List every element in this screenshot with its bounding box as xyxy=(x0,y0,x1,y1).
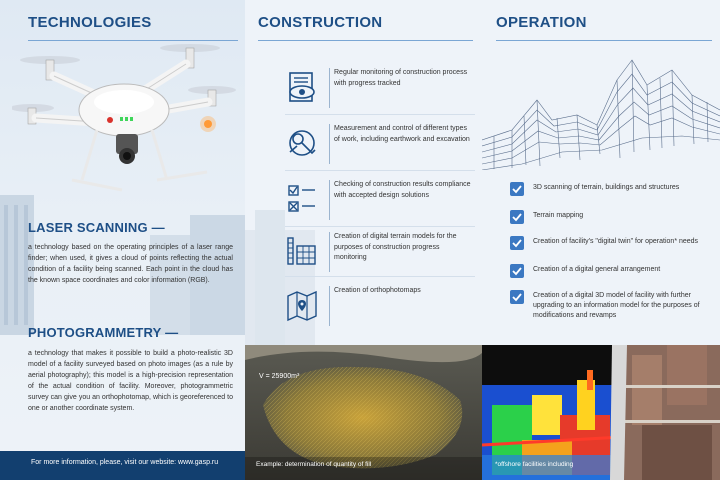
construction-item xyxy=(245,282,482,338)
item-separator xyxy=(285,170,475,171)
item-separator xyxy=(285,226,475,227)
laser-scanning-text: a technology based on the operating principles of a laser range finder; when used, it gives a cloud of points reflecting the actual condition of a facility being scanned. Each point in the cloud has the known space coordinates and color information (RGB). xyxy=(28,244,233,284)
item-separator xyxy=(285,276,475,277)
operation-item-text: 3D scanning of terrain, buildings and structures xyxy=(533,184,680,191)
construction-item-text: Regular monitoring of construction process with progress tracked xyxy=(334,69,468,87)
fill-volume-photo xyxy=(245,345,482,480)
checklist-icon xyxy=(285,182,319,216)
construction-item-text: Creation of orthophotomaps xyxy=(334,287,421,294)
terrain-wireframe-image xyxy=(482,40,720,170)
volume-label: V = 25900m³ xyxy=(259,373,300,380)
technologies-heading: TECHNOLOGIES xyxy=(28,14,152,31)
item-divider xyxy=(329,180,330,220)
operation-heading: OPERATION xyxy=(496,14,587,31)
construction-item-text: Measurement and control of different types of work, including earthwork and excavation xyxy=(334,125,470,143)
technologies-column xyxy=(0,0,245,480)
checkbox-icon xyxy=(510,290,524,304)
operation-item-text: Creation of facility's "digital twin" for operation* needs xyxy=(533,238,699,245)
photo-caption: *offshore facilities including xyxy=(495,461,574,468)
item-separator xyxy=(285,114,475,115)
item-divider xyxy=(329,68,330,108)
offshore-photo xyxy=(482,345,720,480)
footer-bar xyxy=(0,451,245,480)
drone-image xyxy=(12,30,237,200)
construction-heading: CONSTRUCTION xyxy=(258,14,383,31)
item-divider xyxy=(329,286,330,326)
offshore-point-cloud-image xyxy=(482,345,720,480)
construction-item xyxy=(245,64,482,120)
terrain-model-icon xyxy=(285,234,319,268)
laser-scanning-title: LASER SCANNING — xyxy=(28,220,165,235)
item-divider xyxy=(329,124,330,164)
measurement-icon xyxy=(285,126,319,160)
website-note: For more information, please, visit our website: www.gasp.ru xyxy=(31,459,219,466)
item-divider xyxy=(329,232,330,272)
photogrammetry-text: a technology that makes it possible to build a photo-realistic 3D model of a facility surveyed based on photo images (as a rule by aerial photography); this model is a high-precision representation of the actual condition of facility. Moreover, photogrammetric survey can give you an orthophotomap, which is georeferenced to one or another coordinate system. xyxy=(28,350,233,412)
construction-item xyxy=(245,176,482,232)
checkbox-icon xyxy=(510,210,524,224)
photogrammetry-title: PHOTOGRAMMETRY — xyxy=(28,325,179,340)
checkbox-icon xyxy=(510,264,524,278)
operation-item-text: Creation of a digital 3D model of facility with further upgrading to an information model for the purposes of modifications and revamps xyxy=(533,292,700,319)
map-pin-icon xyxy=(285,288,319,322)
construction-item xyxy=(245,120,482,176)
earthwork-point-cloud-image xyxy=(245,345,482,480)
operation-item-text: Creation of a digital general arrangement xyxy=(533,266,661,273)
construction-item-text: Creation of digital terrain models for the purposes of construction progress monitoring xyxy=(334,233,457,261)
checkbox-icon xyxy=(510,182,524,196)
photo-caption: Example: determination of quantity of fill xyxy=(256,461,372,468)
construction-item-text: Checking of construction results compliance with accepted design solutions xyxy=(334,181,471,199)
heading-divider xyxy=(258,40,473,41)
checkbox-icon xyxy=(510,236,524,250)
monitoring-eye-icon xyxy=(285,70,319,104)
operation-item-text: Terrain mapping xyxy=(533,212,584,219)
